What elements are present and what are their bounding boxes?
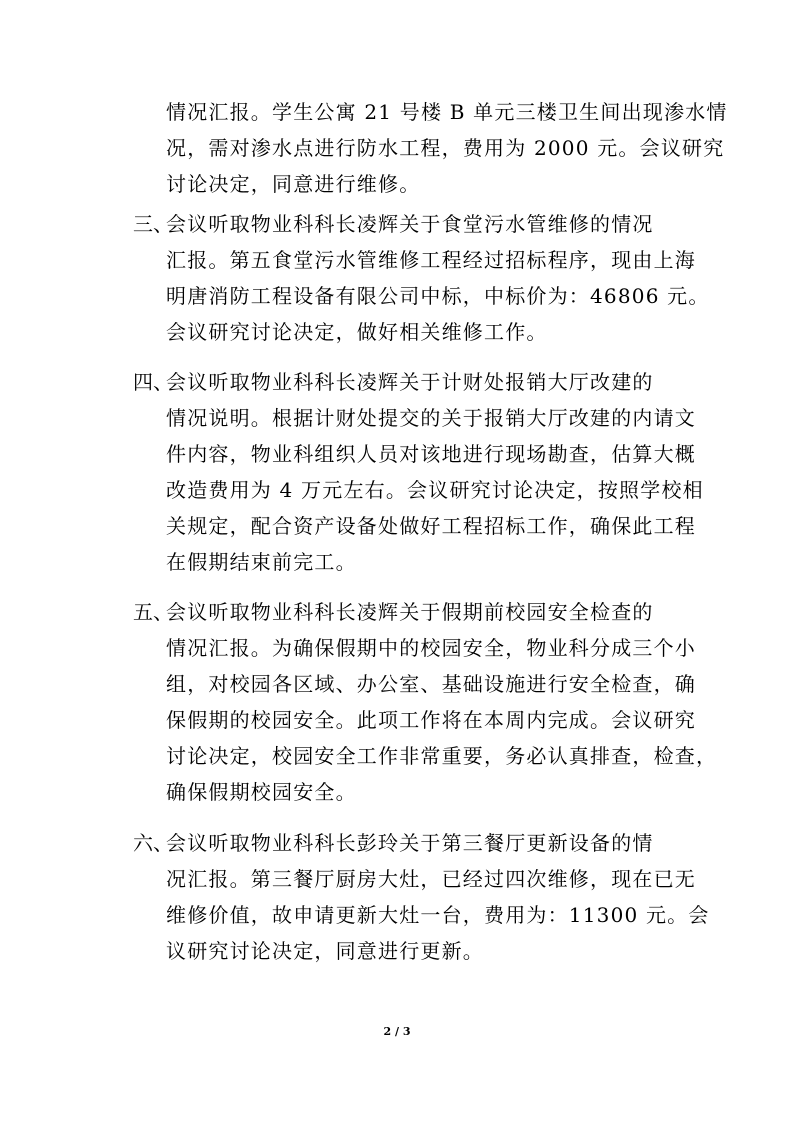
paragraph-line: 确保假期校园安全。 [166,780,357,804]
paragraph-line: 会议听取物业科科长凌辉关于计财处报销大厅改建的 [166,370,654,394]
item-number: 五、 [133,600,173,624]
paragraph-line: 议研究讨论决定，同意进行更新。 [166,939,484,963]
paragraph-line: 明唐消防工程设备有限公司中标，中标价为：46806 元。 [166,284,710,308]
paragraph-line: 组，对校园各区域、办公室、基础设施进行安全检查，确 [166,672,696,696]
item-number: 三、 [133,212,173,236]
paragraph-line: 情况汇报。学生公寓 21 号楼 B 单元三楼卫生间出现渗水情 [166,100,728,124]
paragraph-line: 维修价值，故申请更新大灶一台，费用为：11300 元。会 [166,903,710,927]
page-number: 2 / 3 [383,1025,411,1038]
paragraph-line: 改造费用为 4 万元左右。会议研究讨论决定，按照学校相 [166,478,704,502]
paragraph-line: 保假期的校园安全。此项工作将在本周内完成。会议研究 [166,708,696,732]
paragraph-line: 情况汇报。为确保假期中的校园安全，物业科分成三个小 [166,636,696,660]
item-number: 六、 [133,831,173,855]
item-paragraph [166,206,710,350]
paragraph-line: 会议听取物业科科长凌辉关于假期前校园安全检查的 [166,600,654,624]
paragraph-line: 讨论决定，同意进行维修。 [166,172,421,196]
paragraph-line: 件内容，物业科组织人员对该地进行现场勘查，估算大概 [166,442,696,466]
paragraph-line: 汇报。第五食堂污水管维修工程经过招标程序，现由上海 [166,248,696,272]
item-paragraph [166,825,710,969]
intro-paragraph [166,94,728,202]
item-paragraph [166,364,703,580]
item-number: 四、 [133,370,173,394]
paragraph-line: 讨论决定，校园安全工作非常重要，务必认真排查，检查， [166,744,718,768]
paragraph-line: 在假期结束前完工。 [166,550,357,574]
paragraph-line: 关规定，配合资产设备处做好工程招标工作，确保此工程 [166,514,696,538]
paragraph-line: 会议听取物业科科长彭玲关于第三餐厅更新设备的情 [166,831,654,855]
paragraph-line: 况汇报。第三餐厅厨房大灶，已经过四次维修，现在已无 [166,867,696,891]
paragraph-line: 情况说明。根据计财处提交的关于报销大厅改建的内请文 [166,406,696,430]
paragraph-line: 况，需对渗水点进行防水工程，费用为 2000 元。会议研究 [166,136,725,160]
paragraph-line: 会议听取物业科科长凌辉关于食堂污水管维修的情况 [166,212,654,236]
paragraph-line: 会议研究讨论决定，做好相关维修工作。 [166,320,548,344]
item-paragraph [166,594,718,810]
